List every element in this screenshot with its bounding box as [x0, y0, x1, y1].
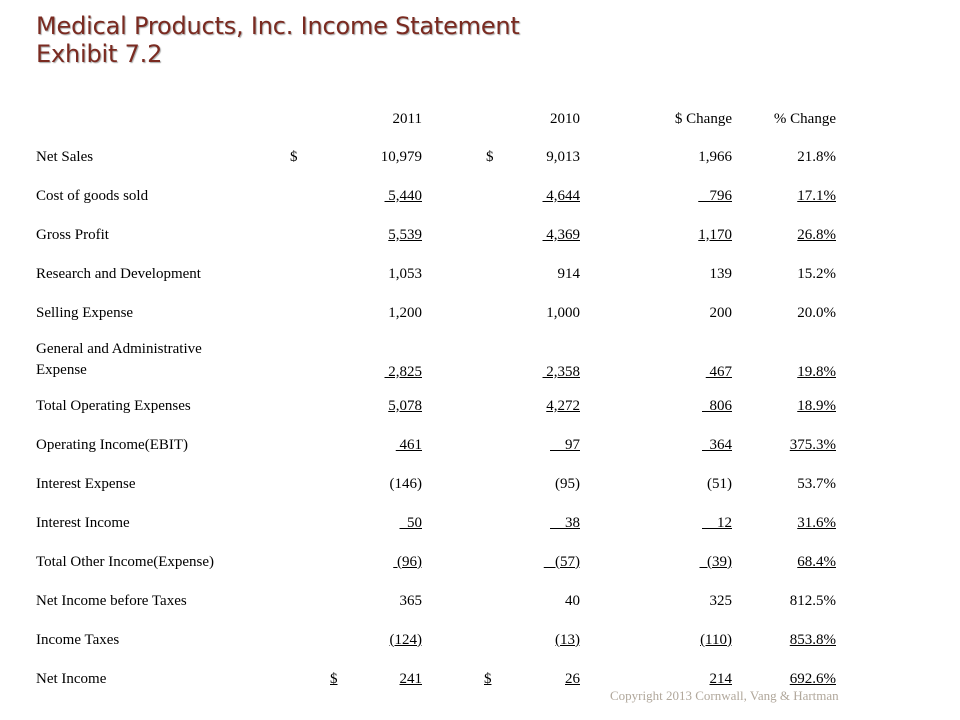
row-label: Net Income before Taxes [36, 593, 187, 609]
value-2011: 10,979 [380, 149, 422, 165]
value-change: 364 [702, 437, 732, 453]
header-2011: 2011 [392, 110, 422, 127]
value-2010: (13) [555, 632, 580, 648]
value-2010: 1,000 [546, 305, 580, 321]
row-label: Interest Expense [36, 476, 136, 492]
value-2011: (124) [389, 632, 422, 648]
value-2010: 4,369 [542, 227, 580, 243]
value-2010: 2,358 [542, 364, 580, 380]
value-change: (110) [700, 632, 732, 648]
value-percent: 26.8% [797, 227, 836, 243]
table-row [36, 138, 836, 177]
table-row [36, 582, 836, 621]
value-2010: (95) [555, 476, 580, 492]
value-2010: 4,272 [546, 398, 580, 414]
value-change: 12 [702, 515, 732, 531]
table-row [36, 504, 836, 543]
value-2010: 914 [557, 266, 580, 282]
header-label [36, 100, 286, 138]
header-percent-change: % Change [773, 110, 836, 127]
value-2010: 4,644 [542, 188, 580, 204]
value-2010: 9,013 [546, 149, 580, 165]
header-dollar-change: $ Change [674, 110, 732, 127]
value-percent: 692.6% [789, 671, 836, 687]
table-row [36, 294, 836, 333]
value-percent: 853.8% [789, 632, 836, 648]
dollar-sign: $ [486, 149, 494, 165]
value-change: 467 [705, 364, 732, 380]
value-percent: 17.1% [797, 188, 836, 204]
value-2011: 1,200 [388, 305, 422, 321]
row-label: Selling Expense [36, 305, 134, 321]
title-line-1: Medical Products, Inc. Income Statement [36, 12, 520, 40]
table-row [36, 387, 836, 426]
value-2011: 5,078 [388, 398, 422, 414]
value-percent: 20.0% [797, 305, 836, 321]
row-label: General and Administrative Expense [36, 341, 202, 378]
value-percent: 19.8% [797, 364, 836, 380]
value-2011: 5,539 [388, 227, 422, 243]
value-percent: 53.7% [797, 476, 836, 492]
value-2011: 50 [399, 515, 422, 531]
dollar-sign: $ [484, 671, 492, 687]
value-2010: 26 [565, 671, 580, 687]
value-2011: 2,825 [384, 364, 422, 380]
table-row [36, 543, 836, 582]
slide-title [36, 12, 520, 68]
row-label: Net Income [36, 671, 107, 687]
table-row [36, 426, 836, 465]
value-change: 200 [709, 305, 732, 321]
row-label: Operating Income(EBIT) [36, 437, 189, 453]
table-row [36, 177, 836, 216]
value-change: 139 [709, 266, 732, 282]
row-label: Gross Profit [36, 227, 109, 243]
value-change: 214 [709, 671, 732, 687]
row-label: Total Operating Expenses [36, 398, 191, 414]
dollar-sign: $ [330, 671, 338, 687]
value-change: 325 [709, 593, 732, 609]
value-2010: 40 [565, 593, 580, 609]
copyright-footer: Copyright 2013 Cornwall, Vang & Hartman [610, 688, 839, 703]
row-label: Interest Income [36, 515, 130, 531]
value-percent: 15.2% [797, 266, 836, 282]
row-label: Cost of goods sold [36, 188, 149, 204]
table-row [36, 216, 836, 255]
value-2011: 365 [399, 593, 422, 609]
table-header-row [36, 100, 836, 138]
value-2010: 38 [550, 515, 580, 531]
income-statement-table [36, 100, 836, 699]
value-change: (51) [707, 476, 732, 492]
value-change: (39) [699, 554, 732, 570]
value-percent: 21.8% [797, 149, 836, 165]
value-percent: 68.4% [797, 554, 836, 570]
value-2010: 97 [550, 437, 580, 453]
value-2011: 461 [395, 437, 422, 453]
value-2011: 1,053 [388, 266, 422, 282]
value-2011: 241 [399, 671, 422, 687]
table-row [36, 465, 836, 504]
value-2010: (57) [543, 554, 580, 570]
row-label: Income Taxes [36, 632, 120, 648]
title-line-2: Exhibit 7.2 [36, 40, 163, 68]
value-2011: 5,440 [384, 188, 422, 204]
value-percent: 18.9% [797, 398, 836, 414]
value-2011: (96) [393, 554, 422, 570]
row-label: Net Sales [36, 149, 94, 165]
row-label: Total Other Income(Expense) [36, 554, 215, 570]
row-label: Research and Development [36, 266, 201, 282]
table-row [36, 333, 836, 387]
value-change: 806 [702, 398, 732, 414]
dollar-sign: $ [290, 149, 298, 165]
table-row [36, 621, 836, 660]
header-2010: 2010 [550, 110, 580, 127]
value-change: 1,170 [698, 227, 732, 243]
table-row [36, 255, 836, 294]
value-percent: 31.6% [797, 515, 836, 531]
value-percent: 812.5% [789, 593, 836, 609]
value-change: 1,966 [698, 149, 732, 165]
value-2011: (146) [389, 476, 422, 492]
value-change: 796 [698, 188, 732, 204]
value-percent: 375.3% [789, 437, 836, 453]
